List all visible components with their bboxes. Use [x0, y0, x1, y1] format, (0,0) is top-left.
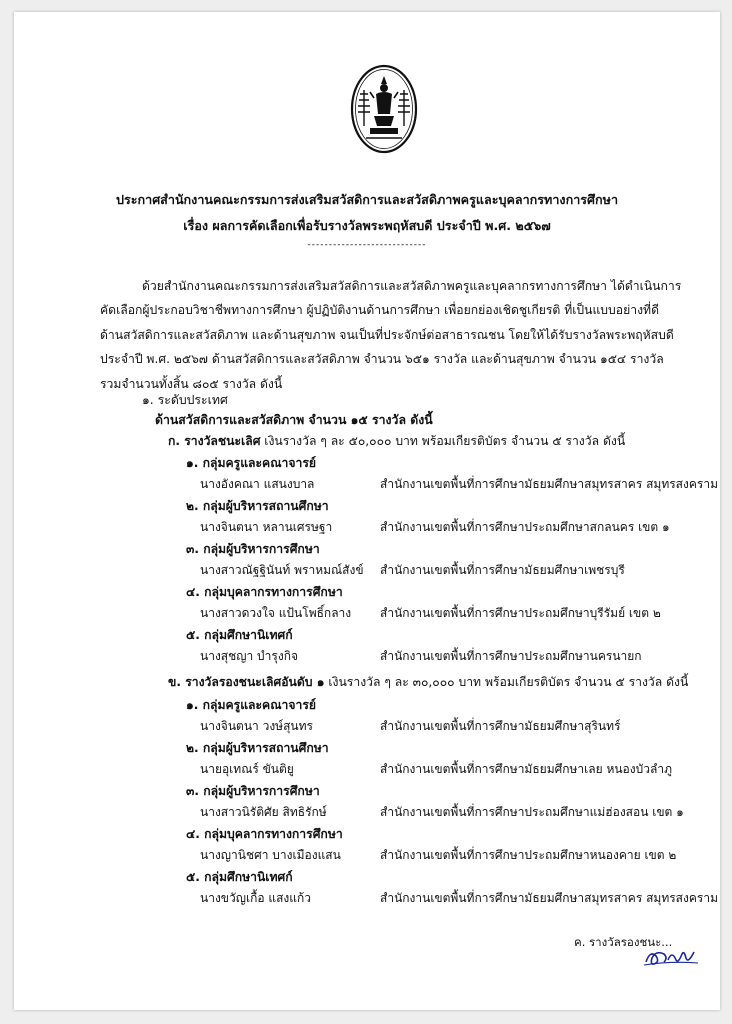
page-title: ประกาศสำนักงานคณะกรรมการส่งเสริมสวัสดิการและสวัสดิภาพครูและบุคลากรทางการศึกษา — [115, 192, 619, 207]
group-title: ๕. กลุ่มศึกษานิเทศก์ — [186, 628, 293, 642]
subject-line: เรื่อง ผลการคัดเลือกเพื่อรับรางวัลพระพฤหัสบดี ประจำปี พ.ศ. ๒๕๖๗ — [183, 218, 551, 233]
continuation-note: ค. รางวัลรองชนะ... — [574, 935, 673, 949]
award-a-text: เงินรางวัล ๆ ละ ๕๐,๐๐๐ บาท พร้อมเกียรติบัตร จำนวน ๕ รางวัล ดังนี้ — [260, 434, 626, 448]
emblem-seal-icon — [350, 64, 418, 154]
recipient-name: นางขวัญเกื้อ แสงแก้ว — [200, 891, 312, 905]
recipient-name: นางสาวณัฐฐินันท์ พราหมณ์สังข์ — [200, 563, 364, 577]
recipient-name: นางอังคณา แสนงบาล — [200, 477, 315, 491]
recipient-name: นางจินตนา หลานเศรษฐา — [200, 520, 333, 534]
intro-line: รวมจำนวนทั้งสิ้น ๘๐๕ รางวัล ดังนี้ — [100, 377, 283, 391]
award-a-label: ก. รางวัลชนะเลิศ — [168, 434, 261, 448]
group-title: ๕. กลุ่มศึกษานิเทศก์ — [186, 870, 293, 884]
section-heading: ๑. ระดับประเทศ — [142, 393, 228, 407]
award-b-label: ข. รางวัลรองชนะเลิศอันดับ ๑ — [168, 675, 325, 689]
document-page — [14, 12, 720, 1010]
group-title: ๑. กลุ่มครูและคณาจารย์ — [186, 698, 317, 712]
award-a-heading — [168, 432, 625, 451]
recipient-name: นายอุเทณร์ ขันติยู — [200, 762, 294, 776]
group-title: ๒. กลุ่มผู้บริหารสถานศึกษา — [186, 741, 329, 755]
intro-line: คัดเลือกผู้ประกอบวิชาชีพทางการศึกษา ผู้ปฏิบัติงานด้านการศึกษา เพื่อยกย่องเชิดชูเกียรติ ที่เป็นแบบอย่างที่ดี — [100, 303, 659, 317]
award-b-text: เงินรางวัล ๆ ละ ๓๐,๐๐๐ บาท พร้อมเกียรติบัตร จำนวน ๕ รางวัล ดังนี้ — [324, 675, 689, 689]
recipient-office: สำนักงานเขตพื้นที่การศึกษาประถมศึกษาแม่ฮ่องสอน เขต ๑ — [380, 805, 684, 819]
recipient-office: สำนักงานเขตพื้นที่การศึกษามัธยมศึกษาสมุทรสาคร สมุทรสงคราม — [380, 891, 718, 905]
group-title: ๑. กลุ่มครูและคณาจารย์ — [186, 456, 317, 470]
recipient-name: นางสาวนิรัติศัย สิทธิรักษ์ — [200, 805, 327, 819]
recipient-office: สำนักงานเขตพื้นที่การศึกษามัธยมศึกษาสุรินทร์ — [380, 719, 621, 733]
recipient-office: สำนักงานเขตพื้นที่การศึกษาประถมศึกษาสกลนคร เขต ๑ — [380, 520, 670, 534]
recipient-office: สำนักงานเขตพื้นที่การศึกษามัธยมศึกษาเลย หนองบัวลำภู — [380, 762, 672, 776]
recipient-office: สำนักงานเขตพื้นที่การศึกษามัธยมศึกษาเพชรบุรี — [380, 563, 625, 577]
group-title: ๓. กลุ่มผู้บริหารการศึกษา — [186, 784, 320, 798]
recipient-office: สำนักงานเขตพื้นที่การศึกษาประถมศึกษาบุรีรัมย์ เขต ๒ — [380, 606, 661, 620]
group-title: ๔. กลุ่มบุคลากรทางการศึกษา — [186, 827, 343, 841]
intro-line: ด้วยสำนักงานคณะกรรมการส่งเสริมสวัสดิการและสวัสดิภาพครูและบุคลากรทางการศึกษา ได้ดำเนินการ — [142, 279, 682, 293]
category-heading: ด้านสวัสดิการและสวัสดิภาพ จำนวน ๑๕ รางวัล ดังนี้ — [155, 413, 433, 427]
recipient-name: นางสาวดวงใจ แป้นโพธิ์กลาง — [200, 606, 352, 620]
recipient-office: สำนักงานเขตพื้นที่การศึกษาประถมศึกษาหนองคาย เขต ๒ — [380, 848, 677, 862]
recipient-name: นางญานิชศา บางเมืองแสน — [200, 848, 341, 862]
signature-icon — [642, 946, 702, 968]
intro-line: ประจำปี พ.ศ. ๒๕๖๗ ด้านสวัสดิการและสวัสดิภาพ จำนวน ๖๕๑ รางวัล และด้านสุขภาพ จำนวน ๑๕๔ รางวัล — [100, 352, 664, 366]
recipient-name: นางสุชญา บำรุงกิจ — [200, 649, 299, 663]
group-title: ๔. กลุ่มบุคลากรทางการศึกษา — [186, 585, 343, 599]
divider: ---------------------------- — [307, 240, 427, 250]
recipient-office: สำนักงานเขตพื้นที่การศึกษามัธยมศึกษาสมุทรสาคร สมุทรสงคราม — [380, 477, 718, 491]
group-title: ๓. กลุ่มผู้บริหารการศึกษา — [186, 542, 320, 556]
recipient-name: นางจินตนา วงษ์สุนทร — [200, 719, 313, 733]
recipient-office: สำนักงานเขตพื้นที่การศึกษาประถมศึกษานครนายก — [380, 649, 642, 663]
intro-line: ด้านสวัสดิการและสวัสดิภาพ และด้านสุขภาพ จนเป็นที่ประจักษ์ต่อสาธารณชน โดยให้ได้รับรางวัลพระพฤหัสบดี — [100, 328, 674, 342]
award-b-heading — [168, 673, 688, 692]
group-title: ๒. กลุ่มผู้บริหารสถานศึกษา — [186, 499, 329, 513]
